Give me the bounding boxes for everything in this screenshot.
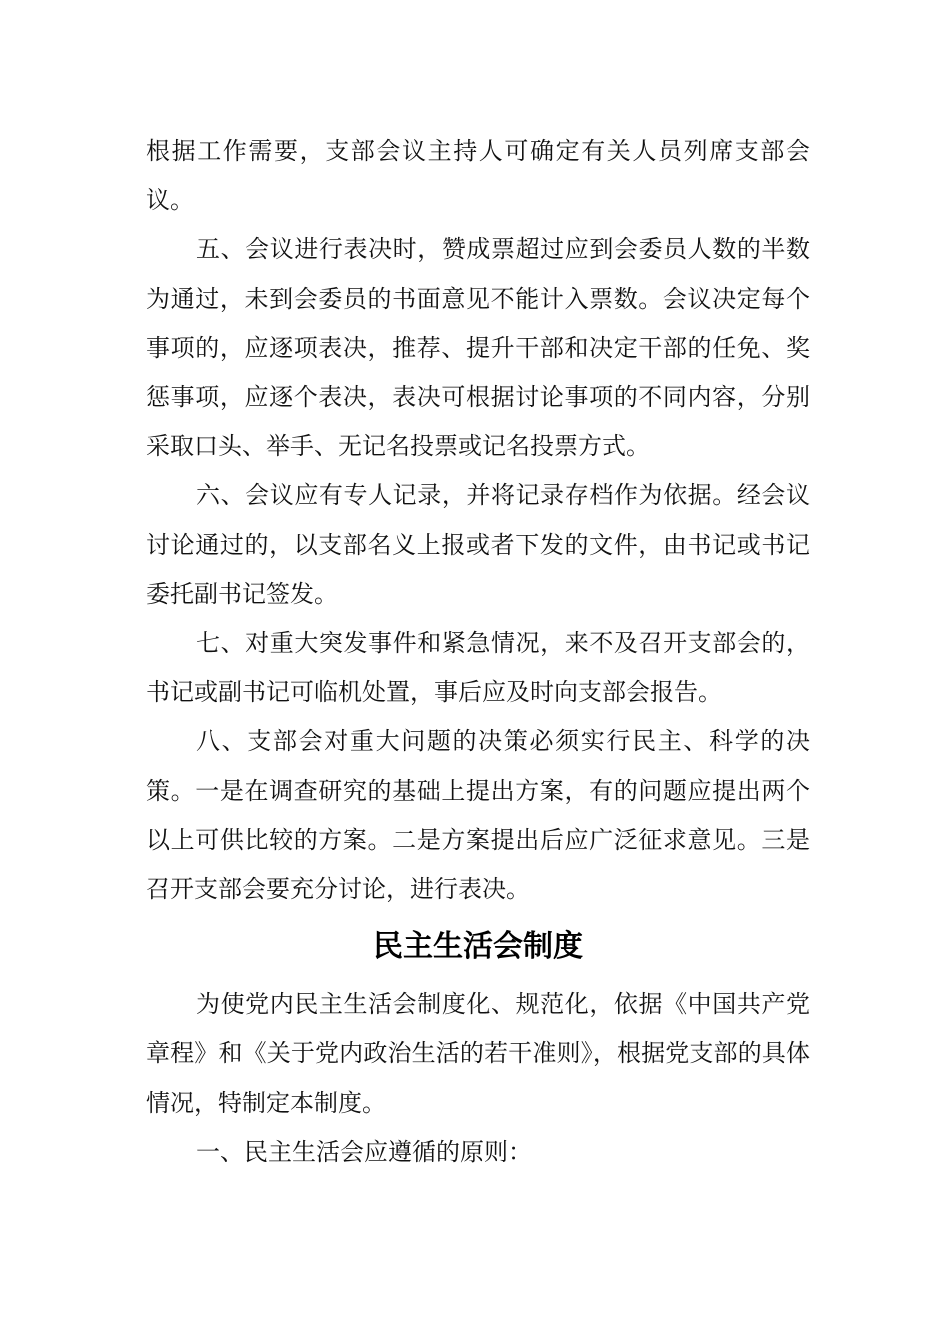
paragraph-attendance: 根据工作需要，支部会议主持人可确定有关人员列席支部会议。	[146, 137, 810, 215]
paragraph-item-1-principles: 一、民主生活会应遵循的原则：	[196, 1137, 532, 1166]
paragraph-item-6-records: 六、会议应有专人记录，并将记录存档作为依据。经会议讨论通过的，以支部名义上报或者下发的文件，由书记或书记委托副书记签发。	[146, 481, 810, 608]
paragraph-item-7-emergency: 七、对重大突发事件和紧急情况，来不及召开支部会的，书记或副书记可临机处置，事后应及时向支部会报告。	[146, 629, 810, 707]
paragraph-item-8-decision: 八、支部会对重大问题的决策必须实行民主、科学的决策。一是在调查研究的基础上提出方案，有的问题应提出两个以上可供比较的方案。二是方案提出后应广泛征求意见。三是召开支部会要充分讨论，进行表决。	[146, 727, 810, 904]
section-heading: 民主生活会制度	[373, 929, 583, 965]
paragraph-item-5-voting: 五、会议进行表决时，赞成票超过应到会委员人数的半数为通过，未到会委员的书面意见不能计入票数。会议决定每个事项的，应逐项表决，推荐、提升干部和决定干部的任免、奖惩事项，应逐个表决，表决可根据讨论事项的不同内容，分别采取口头、举手、无记名投票或记名投票方式。	[146, 235, 810, 461]
document-body	[146, 127, 810, 1177]
paragraph-intro: 为使党内民主生活会制度化、规范化，依据《中国共产党章程》和《关于党内政治生活的若干准则》，根据党支部的具体情况，特制定本制度。	[146, 990, 810, 1117]
